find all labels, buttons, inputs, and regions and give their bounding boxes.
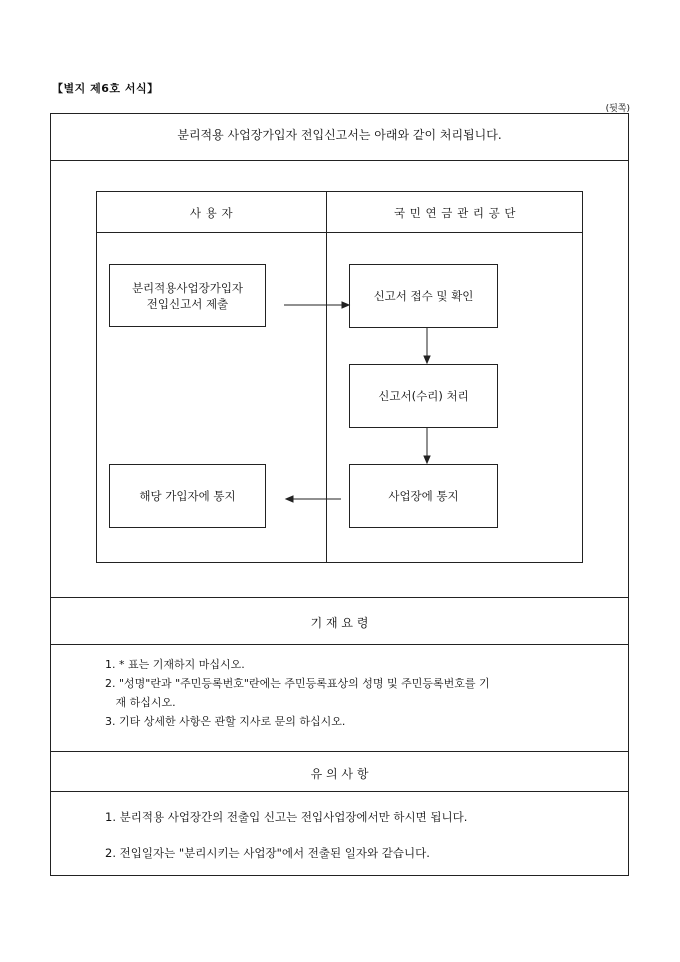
form-frame [50, 113, 629, 876]
arrow-head [424, 456, 430, 463]
form-label: 【별지 제6호 서식】 [52, 82, 159, 95]
step-receive-label: 신고서 접수 및 확인 [373, 289, 474, 303]
divider [51, 644, 628, 645]
notes-item: 2. 전입일자는 "분리시키는 사업장"에서 전출된 일자와 같습니다. [105, 846, 430, 860]
divider [51, 160, 628, 161]
divider [51, 597, 628, 598]
instruction-item: 3. 기타 상세한 사항은 관할 지사로 문의 하십시오. [105, 715, 346, 728]
column-header-nps: 국 민 연 금 관 리 공 단 [394, 206, 516, 220]
step-submit-line1: 분리적용사업장가입자 [131, 280, 244, 295]
column-header-user: 사 용 자 [189, 206, 234, 220]
instruction-item: 1. * 표는 기재하지 마십시오. [105, 658, 245, 671]
notes-item: 1. 분리적용 사업장간의 전출입 신고는 전입사업장에서만 하시면 됩니다. [105, 810, 468, 824]
notes-heading: 유 의 사 항 [310, 767, 369, 781]
instructions-heading: 기 재 요 령 [310, 616, 369, 630]
step-notify-workplace-label: 사업장에 통지 [388, 489, 459, 503]
arrow-head [342, 302, 349, 308]
flow-arrows [97, 192, 584, 564]
arrow-head [286, 496, 293, 502]
divider [51, 751, 628, 752]
step-process-label: 신고서(수리) 처리 [378, 389, 469, 403]
instruction-item: 재 하십시오. [105, 696, 176, 709]
step-notify-member-label: 해당 가입자에 통지 [139, 489, 236, 503]
arrow-head [424, 356, 430, 363]
instruction-item: 2. "성명"란과 "주민등록번호"란에는 주민등록표상의 성명 및 주민등록번호를 기 [105, 677, 490, 690]
divider [51, 791, 628, 792]
process-flow-diagram [96, 191, 583, 563]
page-side-label: (뒷쪽) [605, 104, 630, 114]
form-title: 분리적용 사업장가입자 전입신고서는 아래와 같이 처리됩니다. [177, 128, 502, 142]
instructions-list [105, 655, 490, 731]
step-submit-line2: 전입신고서 제출 [146, 296, 229, 311]
